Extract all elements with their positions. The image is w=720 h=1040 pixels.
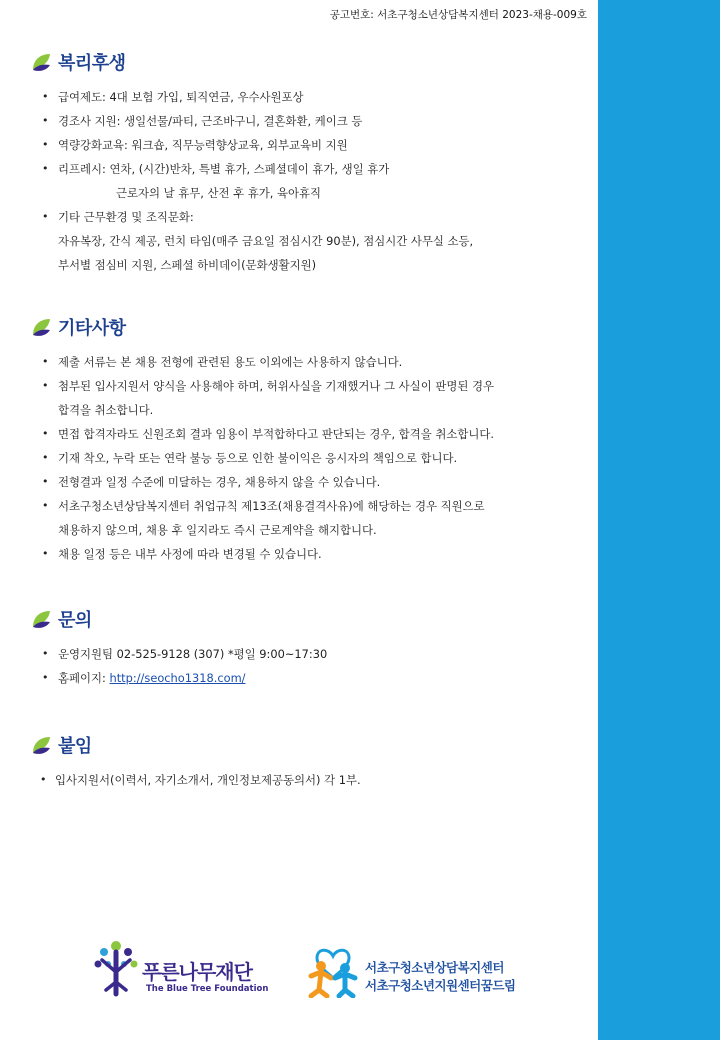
list-item: • 경조사 지원: 생일선물/파티, 근조바구니, 결혼화환, 케이크 등 [42, 114, 363, 128]
leaf-icon [30, 608, 52, 630]
homepage-link[interactable]: http://seocho1318.com/ [109, 671, 246, 685]
section-title: 복리후생 [58, 53, 126, 74]
right-sidebar-bar [598, 0, 720, 1040]
list-item: • 기타 근무환경 및 조직문화: 자유복장, 간식 제공, 런치 타임(매주 금요일 점심시간 90분), 점심시간 사무실 소등, 부서별 점심비 지원, 스페셜 하비데이(문화생활지원) [42, 210, 474, 272]
welfare-list [30, 85, 590, 277]
contact-phone: • 운영지원팀 02-525-9128 (307) *평일 9:00~17:30 [42, 647, 328, 661]
attach-list [30, 768, 590, 792]
section-title: 붙임 [58, 736, 92, 757]
blue-tree-foundation-logo [90, 938, 270, 1002]
leaf-icon [30, 734, 52, 756]
leaf-icon [30, 51, 52, 73]
list-item: • 기재 착오, 누락 또는 연락 불능 등으로 인한 불이익은 응시자의 책임으로 합니다. [42, 451, 458, 465]
etc-list [30, 350, 590, 566]
blue-tree-name: 푸른나무재단 [142, 960, 252, 984]
tree-people-icon [90, 938, 142, 1000]
contact-list [30, 642, 590, 690]
section-title: 기타사항 [58, 318, 126, 339]
section-etc [30, 315, 590, 566]
section-attach [30, 733, 590, 792]
people-heart-icon [305, 942, 361, 998]
list-item: • 역량강화교육: 워크숍, 직무능력향상교육, 외부교육비 지원 [42, 138, 348, 152]
section-contact [30, 607, 590, 690]
section-welfare [30, 50, 590, 277]
section-title: 문의 [58, 610, 92, 631]
list-item: • 급여제도: 4대 보험 가입, 퇴직연금, 우수사원포상 [42, 90, 304, 104]
notice-number: 공고번호: 서초구청소년상담복지센터 2023-채용-009호 [329, 9, 587, 21]
list-item: • 채용 일정 등은 내부 사정에 따라 변경될 수 있습니다. [42, 547, 322, 561]
list-item: • 면접 합격자라도 신원조회 결과 임용이 부적합하다고 판단되는 경우, 합격을 취소합니다. [42, 427, 494, 441]
blue-tree-sub: The Blue Tree Foundation [146, 984, 269, 994]
seocho-center-logo [305, 938, 545, 1002]
footer-logos [0, 938, 598, 1002]
list-item: • 입사지원서(이력서, 자기소개서, 개인정보제공동의서) 각 1부. [40, 773, 361, 787]
leaf-icon [30, 316, 52, 338]
list-item: • 제출 서류는 본 채용 전형에 관련된 용도 이외에는 사용하지 않습니다. [42, 355, 403, 369]
seocho-dreamdrim-name: 서초구청소년지원센터꿈드림 [365, 978, 516, 993]
list-item: • 리프레시: 연차, (시간)반차, 특별 휴가, 스페셜데이 휴가, 생일 휴가 근로자의 날 휴무, 산전 후 휴가, 육아휴직 [42, 162, 390, 200]
list-item: • 서초구청소년상담복지센터 취업규칙 제13조(채용결격사유)에 해당하는 경우 직원으로 채용하지 않으며, 채용 후 일지라도 즉시 근로계약을 해지합니다. [42, 499, 485, 537]
list-item: • 전형결과 일정 수준에 미달하는 경우, 채용하지 않을 수 있습니다. [42, 475, 381, 489]
list-item: • 첨부된 입사지원서 양식을 사용해야 하며, 허위사실을 기재했거나 그 사실이 판명된 경우 합격을 취소합니다. [42, 379, 494, 417]
seocho-center-name: 서초구청소년상담복지센터 [365, 960, 504, 975]
contact-homepage: • 홈페이지: http://seocho1318.com/ [42, 671, 246, 685]
